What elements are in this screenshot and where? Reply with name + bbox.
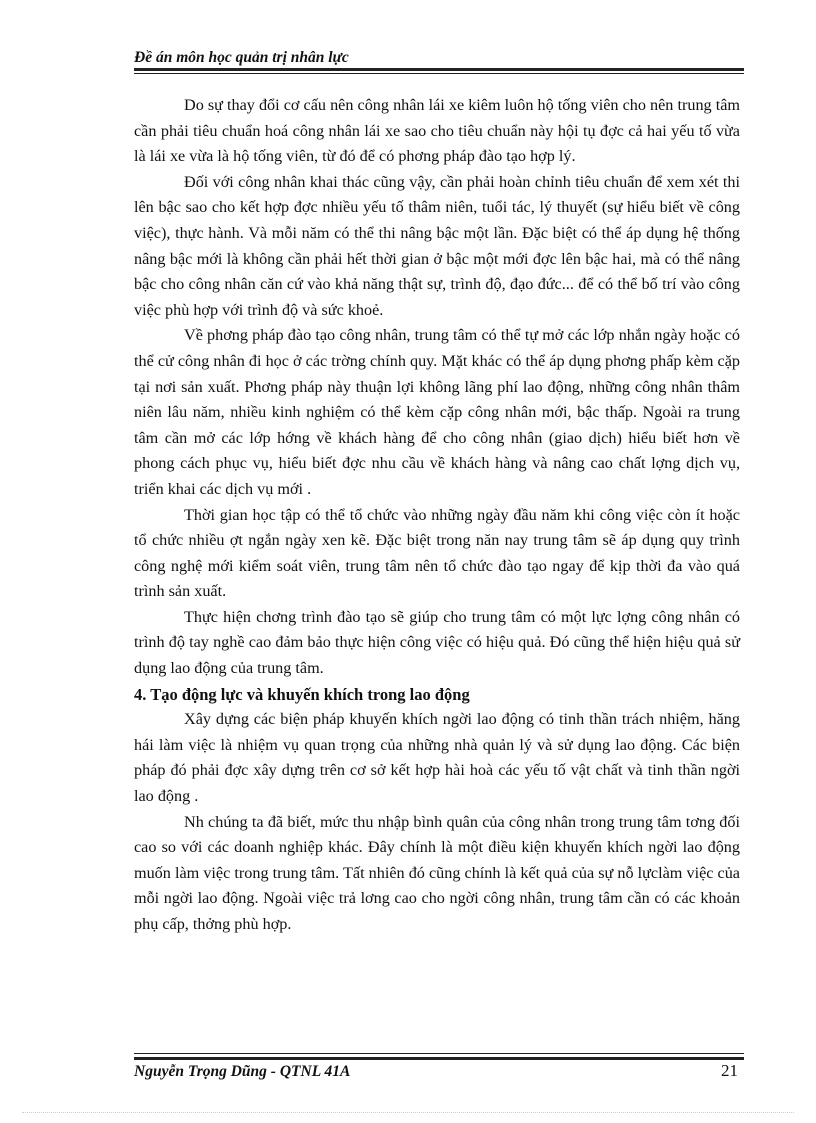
- document-body: [134, 93, 740, 938]
- paragraph: Về phơng pháp đào tạo công nhân, trung tâm có thể tự mở các lớp nhắn ngày hoặc có thể cử công nhân đi học ở các trờng chính quy. Mặt khác có thể áp dụng phơng phấp kèm cặp tại nơi sản xuất. Phơng pháp này thuận lợi không lãng phí lao động, những công nhân thâm niên lâu năm, nhiều kinh nghiệm có thể kèm cặp công nhân mới, bậc thấp. Ngoài ra trung tâm cần mở các lớp hớng về khách hàng để cho công nhân (giao dịch) hiểu biết hơn về phong cách phục vụ, hiểu biết đợc nhu cầu về khách hàng và nâng cao chất lợng dịch vụ, triển khai các dịch vụ mới .: [134, 326, 740, 498]
- paragraph: Thực hiện chơng trình đào tạo sẽ giúp cho trung tâm có một lực lợng công nhân có trình độ tay nghề cao đảm bảo thực hiện công việc có hiệu quả. Đó cũng thể hiện hiệu quả sử dụng lao động của trung tâm.: [134, 607, 740, 678]
- paragraph: Do sự thay đổi cơ cấu nên công nhân lái xe kiêm luôn hộ tống viên cho nên trung tâm cần phải tiêu chuẩn hoá công nhân lái xe sao cho tiêu chuẩn này hội tụ đợc cả hai yếu tố vừa là lái xe vừa là hộ tống viên, từ đó để có phơng pháp đào tạo hợp lý.: [134, 96, 740, 166]
- page-edge-divider: [22, 1112, 794, 1113]
- paragraph: Nh chúng ta đã biết, mức thu nhập bình quân của công nhân trong trung tâm tơng đối cao so với các doanh nghiệp khác. Đây chính là một điều kiện khuyến khích ngời lao động muốn làm việc trong trung tâm. Tất nhiên đó cũng chính là kết quả của sự nỗ lựclàm việc của mỗi ngời lao động. Ngoài việc trả lơng cao cho ngời công nhân, trung tâm cần có các khoản phụ cấp, thởng phù hợp.: [134, 812, 740, 933]
- header-rule-thin: [134, 73, 744, 74]
- footer-author: Nguyễn Trọng Dũng - QTNL 41A: [134, 1063, 351, 1080]
- page-number: 21: [721, 1061, 738, 1080]
- paragraph: Đối với công nhân khai thác cũng vậy, cần phải hoàn chỉnh tiêu chuẩn để xem xét thi lên bậc sao cho kết hợp đợc nhiều yếu tố thâm niên, tuổi tác, lý thuyết (sự hiểu biết về công việc), thực hành. Và mỗi năm có thể thi nâng bậc một lần. Đặc biệt có thể áp dụng hệ thống nâng bậc mới là không cần phải hết thời gian ở bậc một mới đợc lên bậc hai, mà có thể nâng bậc cho công nhân căn cứ vào khả năng thật sự, trình độ, đạo đức... để có thể bố trí vào công việc phù hợp với trình độ và sức khoẻ.: [134, 172, 740, 319]
- footer-rule-thin: [134, 1053, 744, 1054]
- page-header-title: Đề án môn học quản trị nhân lực: [134, 49, 349, 66]
- header-rule-thick: [134, 68, 744, 71]
- paragraph: Xây dựng các biện pháp khuyến khích ngời lao động có tinh thần trách nhiệm, hăng hái làm việc là nhiệm vụ quan trọng của những nhà quản lý và sử dụng lao động. Các biện pháp đó phải đợc xây dựng trên cơ sở kết hợp hài hoà các yếu tố vật chất và tinh thần ngời lao động .: [134, 710, 740, 806]
- footer-rule-thick: [134, 1057, 744, 1060]
- paragraph: Thời gian học tập có thể tổ chức vào những ngày đầu năm khi công việc còn ít hoặc tổ chức nhiều ợt ngắn ngày xen kẽ. Đặc biệt trong năn nay trung tâm sẽ áp dụng quy trình công nghệ mới kiểm soát viên, trung tâm nên tổ chức đào tạo ngay để kịp thời đa vào quá trình sản xuất.: [134, 505, 740, 601]
- section-heading: 4. Tạo động lực và khuyến khích trong lao động: [134, 684, 470, 704]
